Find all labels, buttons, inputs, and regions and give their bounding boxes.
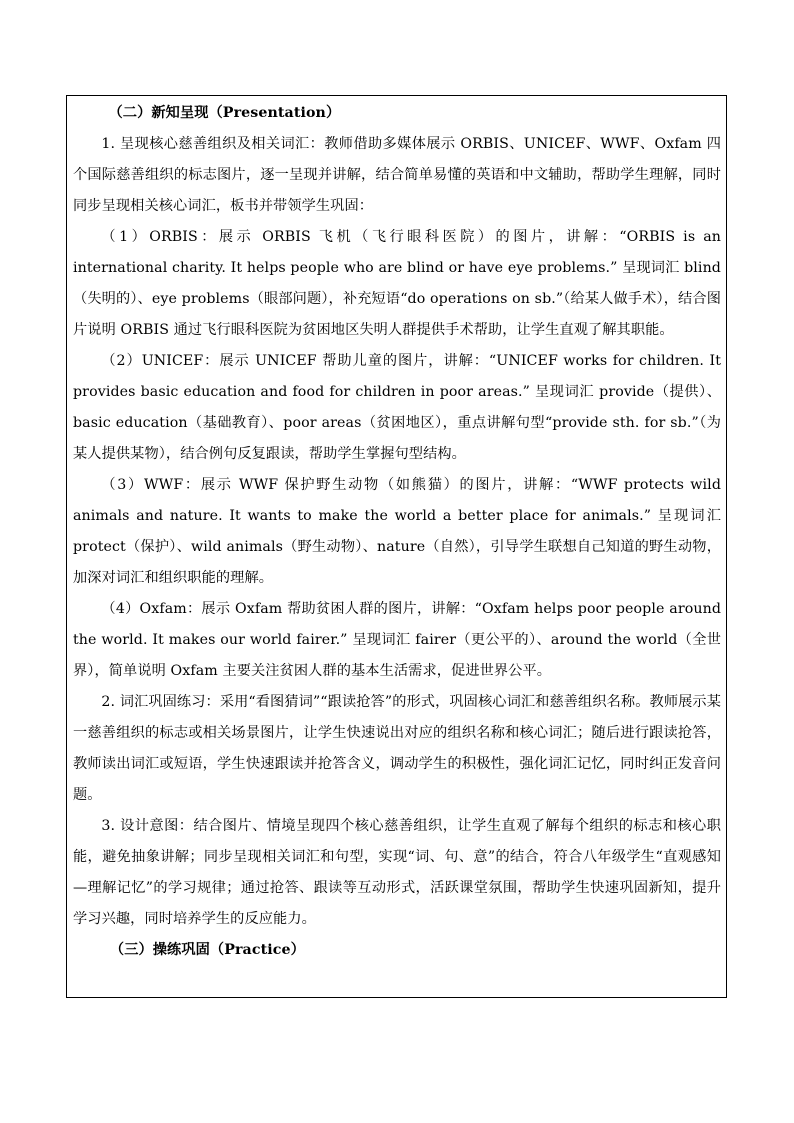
paragraph-wwf: （3）WWF：展示 WWF 保护野生动物（如熊猫）的图片，讲解：“WWF protects wild animals and nature. It wants to make the world a better place for animals.” 呈现词汇 protect（保护）、wild animals（野生动物）、nature（自然），引导学生联想自己知道的野生动物，加深对词汇和组织职能的理解。	[73, 477, 721, 586]
section-heading-practice: （三）操练巩固（Practice）	[109, 942, 305, 958]
paragraph-unicef: （2）UNICEF：展示 UNICEF 帮助儿童的图片，讲解：“UNICEF works for children. It provides basic education and food for children in poor areas.” 呈现词汇 provide（提供）、basic education（基础教育）、poor areas（贫困地区），重点讲解句型“provide sth. for sb.”（为某人提供某物），结合例句反复跟读，帮助学生掌握句型结构。	[73, 353, 721, 462]
paragraph-orbis: （1）ORBIS：展示 ORBIS 飞机（飞行眼科医院）的图片，讲解：“ORBIS is an international charity. It helps people who are blind or have eye problems.” 呈现词汇 blind（失明的）、eye problems（眼部问题），补充短语“do operations on sb.”（给某人做手术），结合图片说明 ORBIS 通过飞行眼科医院为贫困地区失明人群提供手术帮助，让学生直观了解其职能。	[73, 229, 721, 338]
paragraph-design-intent: 3. 设计意图：结合图片、情境呈现四个核心慈善组织，让学生直观了解每个组织的标志和核心职能，避免抽象讲解；同步呈现相关词汇和句型，实现“词、句、意”的结合，符合八年级学生“直观感知—理解记忆”的学习规律；通过抢答、跟读等互动形式，活跃课堂氛围，帮助学生快速巩固新知，提升学习兴趣，同时培养学生的反应能力。	[73, 818, 721, 927]
paragraph-oxfam: （4）Oxfam：展示 Oxfam 帮助贫困人群的图片，讲解：“Oxfam helps poor people around the world. It makes our world fairer.” 呈现词汇 fairer（更公平的）、around the world（全世界），简单说明 Oxfam 主要关注贫困人群的基本生活需求，促进世界公平。	[73, 601, 721, 679]
paragraph-core-charities: 1. 呈现核心慈善组织及相关词汇：教师借助多媒体展示 ORBIS、UNICEF、WWF、Oxfam 四个国际慈善组织的标志图片，逐一呈现并讲解，结合简单易懂的英语和中文辅助，帮助学生理解，同时同步呈现相关核心词汇，板书并带领学生巩固：	[73, 136, 721, 214]
section-heading-presentation: （二）新知呈现（Presentation）	[108, 105, 341, 121]
paragraph-vocabulary-practice: 2. 词汇巩固练习：采用“看图猜词”“跟读抢答”的形式，巩固核心词汇和慈善组织名称。教师展示某一慈善组织的标志或相关场景图片，让学生快速说出对应的组织名称和核心词汇；随后进行跟读抢答，教师读出词汇或短语，学生快速跟读并抢答含义，调动学生的积极性，强化词汇记忆，同时纠正发音问题。	[73, 694, 721, 803]
lesson-plan-table-cell	[66, 95, 727, 998]
